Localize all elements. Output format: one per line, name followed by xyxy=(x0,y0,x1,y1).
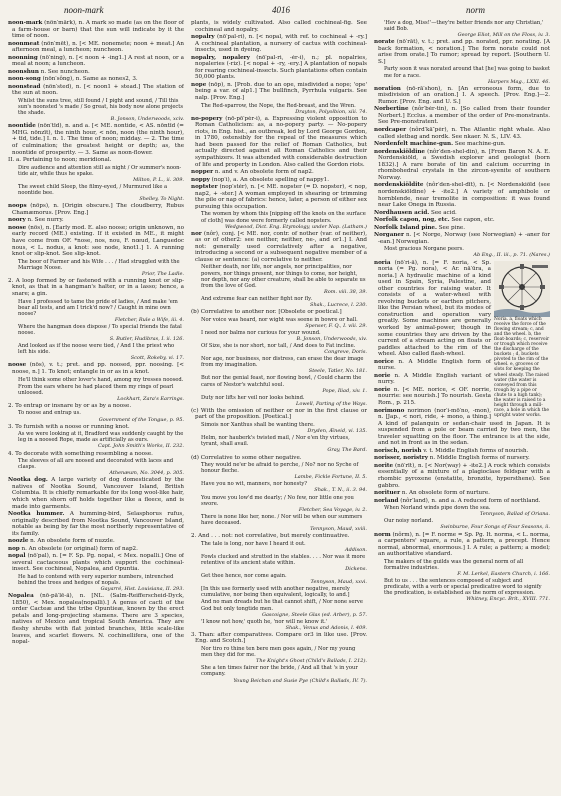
dictionary-entry xyxy=(374,127,550,140)
citation-source: Drayton, Polyolbion, xiii. 74. xyxy=(295,108,367,115)
citation xyxy=(201,554,367,572)
definition: n. A Middle English variant of nurry. xyxy=(378,372,491,386)
citation-text: And looked as if the noose were tied, / And I the priest who left his side. xyxy=(18,343,175,356)
definition: (nôr′bėr-tin), n. [So called from their founder Norbert.] Ecclus. a member of the order of Pre-monstrants. See Pre-monstratent. xyxy=(378,106,550,126)
citation xyxy=(201,103,367,115)
definition: (nôr′land), n. and a. A reduced form of northland. xyxy=(400,497,541,504)
dictionary-entry xyxy=(374,532,550,558)
dictionary-entry xyxy=(8,403,184,410)
headword: norie xyxy=(374,372,391,379)
citation-text: I need nor balms nor curious for your wound. xyxy=(201,329,321,336)
dictionary-entry xyxy=(191,177,367,184)
citation xyxy=(201,619,367,631)
headword: noppy xyxy=(191,176,210,183)
dictionary-entry xyxy=(374,498,550,505)
citation xyxy=(201,599,367,617)
headword: Nopalea xyxy=(8,593,34,600)
headword: noonshun xyxy=(8,68,39,75)
definition: 3. To furnish with a noose or running knot. xyxy=(8,423,130,430)
citation xyxy=(18,299,184,323)
dictionary-entry xyxy=(8,553,184,573)
citation-text: The Red-sparrow, the Nope, the Red-breast, and the Wren. xyxy=(201,102,356,109)
citation-text: Nor age, nor business, nor distress, can erase the dear image from my imagination. xyxy=(201,356,364,369)
dictionary-entry xyxy=(191,408,367,421)
citation xyxy=(201,296,367,308)
definition: 4. To decorate with something resembling a noose. xyxy=(8,450,153,457)
citation-text: As we were looking at it, Bradford was suddenly caught by the leg in a noosed Rope, made as artificially as ours. xyxy=(18,431,184,444)
citation xyxy=(18,574,184,592)
dictionary-entry xyxy=(8,20,184,40)
citation xyxy=(201,211,367,229)
definition: (nō′pal), n. [= F. Sp. Pg. nopal, < Mex. nopalli.] One of several cactaceous plants which support the cochineal-insect. See cochineal, Nopalea, and Opuntia. xyxy=(12,553,184,573)
dictionary-entry xyxy=(8,84,184,97)
headword: nopal xyxy=(8,553,26,560)
definition: (c) With the omission of neither or nor in the first clause or part of the proposition. [Poetical.] xyxy=(191,407,367,421)
citation xyxy=(384,20,550,38)
citation-source: Swinburne, Four Songs of Four Seasons, ii. xyxy=(440,524,550,531)
citation-text: Party soon it was norated around that [he] was going to basket me for a race. xyxy=(384,66,550,79)
definition: (nôr), conj. [< ME. nor, contr. of nother (var. of neither), as or of other2: see neither, neither, ne-, and or1.] I. And not: generally used correlatively after a negative, introducing a second or a subsequent negative member of a clause or sentence: (a) correlative to neither. xyxy=(195,230,367,263)
definition: (nöps), n. [Origin obscure.] The cloudberry, Rubus Chamæmorus. [Prov. Eng.] xyxy=(12,203,184,216)
definition: (nō′rīt), n. [< Nor(way) + -ite2.] A rock which consists essentially of a mixture of a plagioclase feldspar with a rhombic pyroxene (enstatite, bronzite, hypersthene). See gabbro. xyxy=(378,462,550,489)
citation-text: Nor voice was heard, nor wight was seene in bowre or hall. xyxy=(201,316,358,323)
citation xyxy=(201,395,367,407)
dictionary-entry xyxy=(374,106,550,126)
citation-text: Nor tiro ro thine ten bere men goes again, / Nor my young men they did for me. xyxy=(201,646,356,659)
citation-source: Tennyson, Maud, xxvi. xyxy=(310,579,367,586)
dictionary-entry xyxy=(191,231,367,264)
definition: (d) Correlative to some other negative. xyxy=(191,454,302,461)
citation-source: George Eliot, Mill on the Floss, iv. 3. xyxy=(457,32,550,39)
citation xyxy=(384,246,550,258)
citation-text: She a ten times fairer nor the bride, / And all that 's in your company. xyxy=(201,665,358,678)
citation-source: Gray, The Bard. xyxy=(327,447,367,454)
citation-source: The Knight's Ghost (Child's Ballads, I. 212). xyxy=(256,658,367,665)
citation-source: S. Butler, Hudibras, I. ii. 126. xyxy=(109,336,184,343)
dictionary-entry xyxy=(374,225,550,232)
citation-text: The boor of Farmer and his Wife . . . / Had struggled with the Marriage Noose. xyxy=(18,258,180,271)
definition: n. An obsolete (or original) form of nap2. xyxy=(21,545,138,552)
citation xyxy=(201,586,367,598)
dictionary-entry xyxy=(191,184,367,210)
headword: Nordenfelt machine-gun. xyxy=(374,141,454,148)
citation-source: Young Beichan and Susie Pye (Child's Ballads, IV. 7). xyxy=(233,677,367,684)
dictionary-entry xyxy=(374,39,550,65)
headword: nordcaper xyxy=(374,127,407,134)
citation-source: Harpers Mag., LXXI. 46. xyxy=(487,78,550,85)
citation-source: Shak., Lucrece, l. 230. xyxy=(310,301,367,308)
headword: norimono xyxy=(374,407,405,414)
headword: noria xyxy=(374,259,391,266)
water-wheel-icon xyxy=(494,261,550,317)
definition: (nön′märk), n. A mark so made (as on the floor of a farm-house or barn) that the sun will indicate by it the time of noon. xyxy=(12,20,184,40)
headword: norm xyxy=(374,531,391,538)
definition: n. [< ME. norice, < OF. norrie, nourrie: see nourish.] To nourish. Gesta Rom., p. 215. xyxy=(378,386,491,406)
citation-source: Dickens. xyxy=(345,566,367,572)
citation-text: The sleeves of all are noosed and decorated with laces and clasps. xyxy=(18,458,174,471)
definition: (nön′tīd), n. and a. [< ME. nontide, < AS. nōntīd (= MHG. nōnzīt), the ninth hour, < nōn, noon (the ninth hour), + tīd, tide.] I. n. 1. The time of noon; midday. — 2. The time of culmination; the greatest height or depth; as, the noontide of prosperity. — 3. Same as noon-flower. xyxy=(12,123,184,156)
headword: nordenskiöldine xyxy=(374,148,425,155)
definition: n. A Middle English form of nurse. xyxy=(378,358,492,372)
headword: no-popery xyxy=(191,115,223,122)
definition: (nō-pō′pėr-i), a. Expressing violent opposition to Roman Catholicism: as, a no-popery party. — No-popery riots, in Eng. hist., an outbreak, led by Lord George Gordon, in 1780, ostensibly for the repeal of the measures which had been passed for the relief of Roman Catholics, but actually directed against all Roman Catholics and their sympathizers. It was attended with considerable destruction of life and property in London. Also called the Gordon riots. xyxy=(195,115,367,168)
dictionary-entry xyxy=(374,210,550,217)
citation-text: And extreme fear can neither fight nor fly. xyxy=(201,295,313,302)
citation-text: 'I know not how,' quoth he, 'nor will ne know it.' xyxy=(201,618,328,625)
citation xyxy=(384,518,550,530)
citation xyxy=(201,422,367,434)
citation xyxy=(201,462,367,480)
citation-source: B. Jonson, Underwoods, xciv. xyxy=(110,116,184,123)
column-middle xyxy=(191,20,367,794)
headword: nopper xyxy=(191,169,214,176)
headword: noptster xyxy=(191,184,218,191)
definition: See machine-gun. xyxy=(454,141,506,148)
headword: noory xyxy=(8,217,26,224)
citation-text: But to us . . . the sentences composed of subject and predicate, with a verb or special predicative word to signify the predication, is established as the norm of expression. xyxy=(384,578,542,597)
headword: norituer xyxy=(374,490,401,497)
dictionary-entry xyxy=(374,490,550,497)
columns xyxy=(8,20,553,794)
citation-source: Pope, Iliad, xiv. 1. xyxy=(322,387,367,394)
headword: norice xyxy=(374,358,394,365)
headword: Nootka dog. xyxy=(8,477,48,484)
citation-text: [In this use formerly used with another negative, merely cumulative, nor being then equivalent, logically, to and.] xyxy=(201,586,350,599)
citation xyxy=(18,343,184,361)
dictionary-entry xyxy=(8,546,184,553)
definition: (nop′stėr), n. [< ME. nopster (= D. nopster), < nop, nap2, + -ster.] A woman employed in shearing or trimming the pile or nap of fabrics: hence, later, a person of either sex pursuing this occupation. xyxy=(195,184,367,210)
dictionary-entry xyxy=(374,455,550,462)
citation-text: Our noisy norland. xyxy=(384,518,434,525)
dictionary-entry xyxy=(8,69,184,76)
citation-text: Duty nor lifts her veil nor looks behind. xyxy=(201,394,305,401)
headword: noops xyxy=(8,203,27,210)
citation-text: Have you no wit, manners, nor honesty? xyxy=(201,481,308,488)
dictionary-entry xyxy=(191,455,367,462)
citation xyxy=(201,330,367,342)
citation xyxy=(18,324,184,342)
definition: (nōp), n. [Prob. due to an ope, misdivided a nope; 'ope' being a var. of alp1.] The bullfinch, Pyrrhula vulgaris. See nalp. [Prov. Eng.] xyxy=(195,81,367,102)
citation xyxy=(18,458,184,476)
citation xyxy=(18,377,184,383)
citation-text: Of Size, she is nor short, nor tall, / And does to Fat incline. xyxy=(201,343,356,349)
definition: (nö′ning), n. [< noon + -ing1.] A rest at noon, or a meal at noon; a luncheon. xyxy=(12,54,184,68)
citation xyxy=(201,541,367,553)
dictionary-entry xyxy=(8,123,184,156)
citation xyxy=(201,495,367,513)
definition: A humming-bird, Selasphorus rufus, originally described from Nootka Sound, Vancouver Island, notable as being by far the most northerly representative of its family. xyxy=(12,511,184,537)
column-left xyxy=(8,20,184,794)
citation-text: 'Hev a dog, Miss!'—they're better friends nor any Christian,' said Bob. xyxy=(384,20,544,33)
headword: norie xyxy=(374,386,391,393)
citation-text: To noose and entrap us. xyxy=(18,410,81,417)
definition: n. See nuncheon. xyxy=(40,68,90,75)
definition: n. An obsolete form of nuzzle. xyxy=(30,538,115,545)
dictionary-entry xyxy=(191,55,367,81)
citation-text: The women by whom this [nipping off the knots on the surface of cloth] was done were formerly called nopsters. xyxy=(201,211,366,224)
definition: A large variety of dog domesticated by the natives of Nootka Sound, Vancouver Island, British Columbia. It is chiefly remarkable for its long wool-like hair, which when shorn off holds together like a fleece, and is made into garments. xyxy=(12,477,184,510)
definition: See capon, etc. xyxy=(451,217,495,224)
dictionary-entry xyxy=(8,424,184,431)
citation-source: F. M. Lerkel, Eastern Church, i. 166. xyxy=(457,570,550,577)
headword: noozle xyxy=(8,538,29,545)
dictionary-entry xyxy=(8,157,184,164)
citation-text: The sweet child Sleep, the filmy-eyed, / Murmured like a noontide bee. xyxy=(18,183,168,197)
definition: norimon (nor′i-mō′no, -mon), n. [Jap., < nori, ride, + mono, a thing.] A kind of palanquin or sedan-chair used in Japan. It is suspended from a pole or beam carried by two men, the traveler squatting on the floor. The entrance is at the side, and not in front as in the sedan. xyxy=(378,407,550,447)
citation-source: Dryden, Æneid, vi. 135. xyxy=(307,428,367,435)
definition: 2. A loop formed by or fastened with a running knot or slip-knot, as that in a hangman's halter, or in a lasso; hence, a snare; a gin. xyxy=(8,277,184,297)
definition: (nō-rā′shon), n. [An erroneous form, due to misdivision of an oration.] I. A speech. [Prov. Eng.]—2. Rumor. [Prov. Eng. and U. S.] xyxy=(378,85,550,105)
definition: plants, is widely cultivated. Also called cochineal-fig. See cochineal and nopalry. xyxy=(191,20,367,33)
headword: nopalry, nopalery xyxy=(191,54,250,61)
citation-source: Tennyson, Ballad of Oriana. xyxy=(479,511,550,518)
citation-source: Gayarré, Hist. Louisiana, II. 293. xyxy=(100,586,184,593)
citation-text: When Norland winds pipe down the sea. xyxy=(384,505,491,512)
citation-text: They would ne'er be afraid to perche, / No? nor no Syche of honour fleche. xyxy=(201,462,359,475)
headword: nopalry xyxy=(191,34,215,41)
citation xyxy=(18,431,184,449)
dictionary-entry xyxy=(8,278,184,298)
headword: noon-mark xyxy=(8,20,43,26)
definition: (nön′sông), n. Same as nones2, 3. xyxy=(42,76,138,83)
citation-text: He had to contend with very superior numbers, intrenched behind the trees and hedges of nopals. xyxy=(18,573,174,587)
citation-source: Gascoigne, Steele Glas (ed. Arber), p. 57. xyxy=(261,611,367,618)
headword: Nordhausen acid. xyxy=(374,209,430,216)
headword: Norfolk capon, nog, etc. xyxy=(374,217,450,224)
noria-illustration xyxy=(494,261,550,419)
headword: nop xyxy=(8,545,20,552)
citation-text: Have I professed to tame the pride of ladies, / And make 'em bear all tests, and am I trick'd now? / Caught in mine own noose? xyxy=(18,298,178,317)
citation xyxy=(18,384,184,402)
dictionary-entry xyxy=(8,203,184,216)
dictionary-entry xyxy=(374,217,550,224)
headword: nor xyxy=(191,230,202,237)
dictionary-entry xyxy=(374,149,550,182)
citation xyxy=(201,343,367,355)
headword: Norfolk Island pine. xyxy=(374,224,437,231)
citation-source: Fletcher, Sea Voyage, iv. 2. xyxy=(298,506,367,513)
definition: 2. To entrap or insnare by or as by a noose. xyxy=(8,402,132,409)
definition: (nön′mēt), n. [< ME. nonemete; noon + meat.] An afternoon meal, a luncheon; nuncheon. xyxy=(12,40,184,54)
citation xyxy=(384,66,550,84)
citation-source: B. Jonson, Underwoods, xiv. xyxy=(296,335,367,342)
headword: Nootka hummer. xyxy=(8,511,65,518)
dictionary-entry xyxy=(8,477,184,510)
citation-source: Spenser, F. Q., I. viii. 29. xyxy=(305,322,367,329)
column-right xyxy=(374,20,550,794)
definition: n. Middle English forms of nursery. xyxy=(429,455,530,462)
headword: norisch, norish xyxy=(374,447,422,454)
definition: (nō′pal-ri), n. [< nopal, with ref. to cochineal + -ry.] A cochineal plantation, a nursery of cactus with cochineal-insects, used in dyeing. xyxy=(195,34,367,54)
definition: n. [< Norge, Norway (see Norwegian) + -aner for -ean.] Norwegian. xyxy=(378,232,550,245)
header-left-guide-word: noon-mark xyxy=(64,5,104,15)
citation-source: Lambe, Fickle Fortune, II. 5. xyxy=(294,474,367,481)
dictionary-entry xyxy=(374,463,550,489)
headword: noonmeat xyxy=(8,40,40,47)
dictionary-entry xyxy=(8,593,184,645)
citation-source: Athenæum, No. 3044, p. 305. xyxy=(109,470,184,477)
citation xyxy=(201,514,367,532)
definition: (nôrd′kā″pėr), n. The Atlantic right whale. Also called sletbag and nordk. See nkaer. N. S., LIV. 43. xyxy=(378,127,550,140)
citation xyxy=(18,165,184,183)
citation-text: He'll think some other lover's hand, among my tresses noosed. xyxy=(18,376,184,383)
running-header xyxy=(8,4,553,18)
citation-text: Fowls clucked and strutted in the stables. . . . Nor was it more retentive of its ancient state within. xyxy=(201,553,366,566)
definition: (nō-pā′lē-ä), n. [NL. (Salm-Reifferscheid-Dyck, 1850), < Mex. nopalea(nopalli).] A genus of cacti of the order Cacteæ and the tribe Opuntieæ, known by the erect petals and long-projecting stamens. There are 3 species, natives of Mexico and tropical South America. They are fleshy shrubs with flat jointed branches, little scale-like leaves, and scarlet flowers. N. cochinellifera, one of the nopal- xyxy=(12,593,184,646)
dictionary-entry xyxy=(191,34,367,54)
dictionary-entry xyxy=(8,451,184,458)
citation-text: Dire audience and attention still as night / Or summer's noon-tide air, while thus he spake. xyxy=(18,164,182,177)
figure-caption: Noria. a, floats which receive the force of the flowing stream; c, and and the wheel. b, the float-boards; c, reservoir or trough which receive the discharge of the buckets ; d, buckets pivoted to the rim of the wheel. e, grooves or slots for keeping the wheel steady. The raised water (the water is conveyed from this trough by a pipe or chute to a high tank); the water is raised to a height through a mill-race, a hole in which the upright water works. xyxy=(494,316,550,419)
dictionary-entry xyxy=(374,182,550,208)
definition: (nō′pal-ri, -ėr-i), n.; pl. nopalries, nopaleries (-riz). [< nopal + -ry, -ery.] A plantation of nopals for rearing cochineal-insects. Such plantations often contain 50,000 plants. xyxy=(195,54,367,81)
headword: noration xyxy=(374,85,401,92)
citation-source: Capt. John Smith's Works, II. 232. xyxy=(97,443,184,450)
citation-text: Most gracious Norgane peers. xyxy=(384,246,464,253)
citation-source: Fletcher, Rule a Wife, iii. 4. xyxy=(114,316,184,323)
definition: (nôr′den-shel-dīt), n. [< Nordenskiöld (see nordenskiöldine) + -ite2.] A variety of amphibole or hornblende, near tremolite in composition: it was found near Lake Onega in Russia. xyxy=(378,182,550,209)
citation-source: Congreve, Doris. xyxy=(324,349,367,356)
dictionary-entry xyxy=(374,86,550,106)
citation xyxy=(201,646,367,664)
definition: See pine. xyxy=(438,224,466,231)
citation xyxy=(201,356,367,374)
citation-source: Government of the Tongue, p. 95. xyxy=(98,416,184,423)
headword: noontide xyxy=(8,123,36,130)
citation-text: The tale is long, nor have I heard it out. xyxy=(201,540,306,547)
dictionary-entry xyxy=(191,309,367,316)
headword: noonning xyxy=(8,54,38,61)
citation xyxy=(201,317,367,329)
definition: See acid. xyxy=(430,209,457,216)
citation-source: Whitney, Encyc. Brit., XVIII. 771. xyxy=(466,596,550,603)
citation xyxy=(384,559,550,577)
page-number: 4016 xyxy=(272,5,290,15)
citation-source: Ab Eng., II. iii., p. 71. (Nares.) xyxy=(473,252,550,259)
dictionary-entry xyxy=(8,41,184,54)
dictionary-entry xyxy=(374,232,550,245)
citation-text: From the ears where he had placed them my rings of pearl unloosed. xyxy=(18,383,174,396)
citation-text: You move you low'd me dearly; / No few, nor little one you swore. xyxy=(201,494,354,507)
dictionary-entry xyxy=(8,538,184,545)
citation-source: Shak., T. N., ii. 3. 94. xyxy=(314,487,367,494)
headword: nordenskiöldite xyxy=(374,182,424,189)
citation xyxy=(201,435,367,453)
headword: noose xyxy=(8,362,27,369)
headword: Norganer xyxy=(374,232,404,239)
citation-source: Shelley, To Night. xyxy=(139,196,184,203)
citation xyxy=(201,264,367,294)
citation-source: Steele, Tatler, No. 181. xyxy=(308,368,367,375)
citation xyxy=(18,410,184,422)
dictionary-entry xyxy=(191,533,367,540)
citation-text: Get thee hence, nor come again. xyxy=(201,573,287,580)
definition: n. See nurry. xyxy=(27,217,64,224)
citation-text: Whilst the suns tree, still found / I pight and sound, / Till this sun's noonsted 's made / So great, his body now alone projects the shade. xyxy=(18,98,184,117)
definition: (nō′rāt), v. t.; pret. and pp. norated, ppr. norating. [A back formation, < noration.] The form norate could not arise from orate.] To rumor; spread by report. [Southern U. S.] xyxy=(378,39,550,65)
definition: n. and v. An obsolete form of nap2. xyxy=(214,169,314,176)
headword: norate xyxy=(374,39,395,46)
headword: noon-song xyxy=(8,76,41,83)
citation-text: But nor the genial feast, nor flowing bowl, / Could charm the cares of Nestor's watchful soul. xyxy=(201,375,362,388)
dictionary-entry xyxy=(8,362,184,375)
definition: 3. Than: after comparatives. Compare or3 in like use. [Prov. Eng. and Scotch.] xyxy=(191,631,367,645)
headword: norite xyxy=(374,462,394,469)
dictionary-entry xyxy=(191,116,367,168)
headword: norisser, noristry xyxy=(374,455,428,462)
citation xyxy=(384,578,550,602)
headword: Norbertine xyxy=(374,106,409,113)
dictionary-entry xyxy=(8,55,184,68)
definition: 2. And . . . not: not correlative, but merely continuative. xyxy=(191,533,350,540)
dictionary-entry xyxy=(8,511,184,537)
header-right-guide-word: norm xyxy=(466,5,486,15)
citation-source: Prior, The Ladle. xyxy=(141,270,184,277)
definition: (nop′i), a. An obsolete spelling of nappy1. xyxy=(211,176,330,183)
dictionary-entry xyxy=(8,217,184,224)
dictionary-entry xyxy=(374,141,550,148)
definition: II. a. Pertaining to noon; meridional. xyxy=(8,157,112,164)
headword: noose xyxy=(8,224,27,231)
citation xyxy=(201,481,367,493)
citation-source: Lowell, Parting of the Ways. xyxy=(296,400,367,407)
definition: (b) Correlative to another nor. [Obsolete or poetical.] xyxy=(191,309,342,316)
dictionary-entry xyxy=(374,448,550,455)
citation-source: Addison. xyxy=(345,546,367,553)
citation xyxy=(18,98,184,122)
definition: (nō′ri-ä), n. [= F. noria, < Sp. noria (= Pg. nora), < Ar. nā′ūra, a noria.] A hydraulic machine of a kind used in Spain, Syria, Palestine, and other countries for raising water. It consists of a water-wheel with revolving buckets or earthen pitchers, like the Persian wheel, but its modes of construction and operation vary greatly. Some machines are generally worked by animal-power, though in some countries they are driven by the current of a stream acting on floats or paddles attached to the rim of the wheel. Also called flash-wheel. xyxy=(378,259,491,358)
citation-text: The makers of the guilds was the general norm of all formative industries. xyxy=(384,558,524,571)
definition: (nös), n. [Early mod. E. also noose; origin unknown, no early record (ME.) existing. If it existed in ME., it might have come from OF. *nose, nos, nou, F. nœud, Languedoc nous, < L. nodus, a knot: see node, knot1.] 1. A running knot or slip-knot. See slip-knot. xyxy=(12,224,184,258)
headword: norland xyxy=(374,497,399,504)
dictionary-entry xyxy=(191,169,367,176)
dictionary-entry xyxy=(191,632,367,645)
citation-text: Neither death, nor life, nor angels, nor principalities, nor powers, nor things present, nor things to come, nor height, nor depth, nor any other creature, shall be able to separate us from the love of God. xyxy=(201,264,366,289)
citation-source: Rom. viii. 38, 39. xyxy=(324,288,367,295)
dictionary-entry xyxy=(191,20,367,33)
citation-source: Lockhart, Zara's Earrings. xyxy=(117,395,184,402)
headword: noonstead xyxy=(8,83,41,90)
definition: n. An obsolete form of nurture. xyxy=(401,490,490,497)
definition: (nön′sted), n. [< noon1 + stead.] The station of the sun at noon. xyxy=(12,83,184,97)
citation-source: Wedgwood, Dict. Eng. Etymology, under Nap. (Latham.) xyxy=(224,223,367,230)
citation-text: Where the hangman does dispose / To special friends the fatal noose. xyxy=(18,323,182,336)
definition: v. t. Middle English forms of nourish. xyxy=(423,447,529,454)
citation-source: Shak., Venus and Adonis, l. 409. xyxy=(285,624,367,631)
citation xyxy=(18,259,184,277)
citation-text: There is none like her, none. / Nor will be when our summers have deceased. xyxy=(201,513,363,526)
definition: (nôrm), n. [= F. norme = Sp. Pg. It. norma, < L. norma, a carpenters' square, a rule, a pattern, a precept. Hence normal, abnormal, enormous.] I. A rule; a pattern; a model; an authoritative standard. xyxy=(378,531,550,558)
headword: nope xyxy=(191,81,207,88)
definition: (nôr′den-shel-din), n. [From Baron N. A. E. Nordenskiöld, a Swedish explorer and geologist (born 1832).] A rare borate of tin and calcium occurring in rhombohedral crystals in the zircon-syenite of southern Norway. xyxy=(378,148,550,181)
citation-text: Simois nor Xanthus shall be wanting there. xyxy=(201,422,315,429)
citation xyxy=(18,184,184,202)
citation-source: Scott, Rokeby, vi. 17. xyxy=(130,355,184,362)
citation xyxy=(201,573,367,585)
citation xyxy=(201,665,367,683)
citation xyxy=(201,375,367,393)
citation-source: Tennyson, Maud, xviii. xyxy=(310,525,367,532)
definition: (nös), v. t.; pret. and pp. noosed, ppr. noosing. [< noose, n.] 1. To knot; entangle in or as in a knot. xyxy=(12,362,184,376)
citation xyxy=(384,505,550,517)
dictionary-entry xyxy=(8,225,184,258)
dictionary-entry xyxy=(8,76,184,83)
citation-text: And no man dreads but he that cannot shift, / Nor none serve God but only tongtide men. xyxy=(201,599,363,612)
citation-source: Milton, P. L., ii. 309. xyxy=(133,176,184,183)
dictionary-entry xyxy=(191,82,367,102)
citation-text: Helm, nor hauberk's twisted mail, / Nor e'en thy virtues, tyrant, shall avail. xyxy=(201,435,350,448)
